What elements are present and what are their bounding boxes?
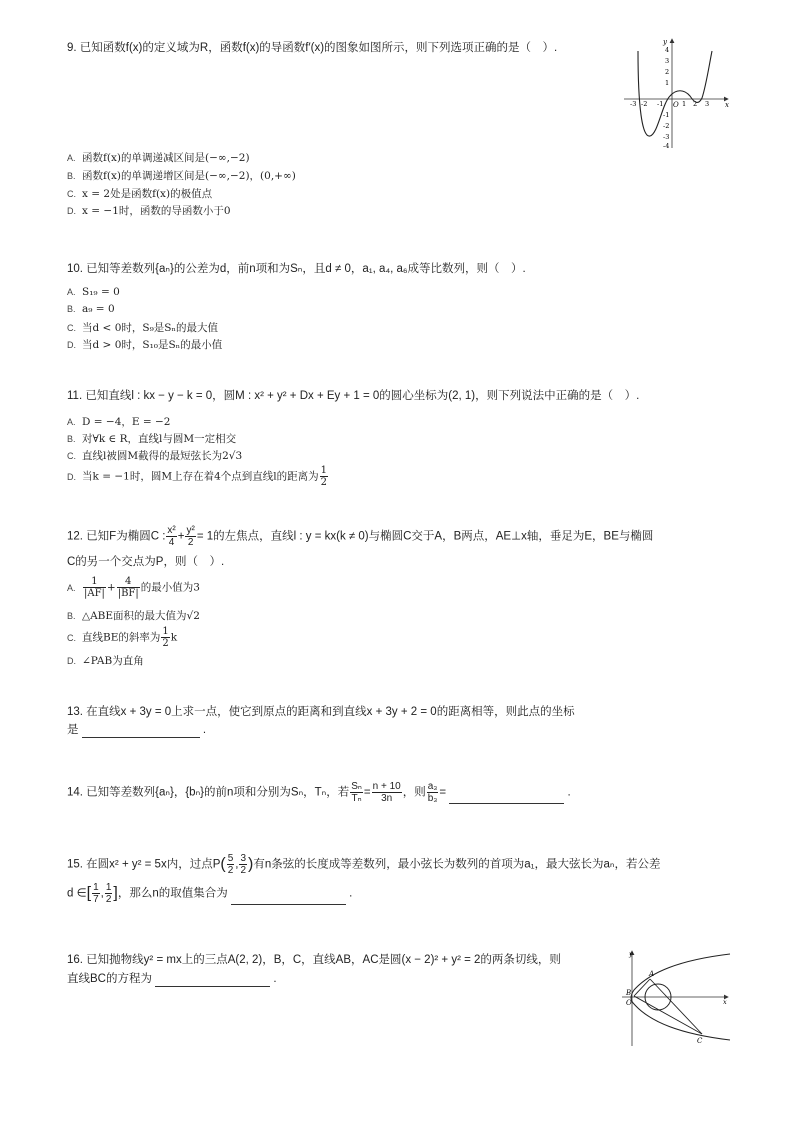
q11-stem: 11. 已知直线l : kx − y − k = 0，圆M : x² + y² + Dx + Ey + 1 = 0的圆心坐标为(2, 1)，则下列说法中正确的是（ ）. [67, 390, 640, 402]
q14-answer-blank[interactable] [449, 787, 564, 804]
q15-stem: 15. 在圆x² + y² = 5x内，过点P( $\frac{5}{2}$ , $\frac{3}{2}$ )有n条弦的长度成等差数列，最小弦长为数列的首项为a₁，最大弦长为aₙ，若公差 [67, 853, 661, 876]
q9-derivative-graph [622, 36, 732, 151]
q16-point-b: B [626, 989, 632, 997]
q16-answer-blank[interactable] [155, 970, 270, 987]
q12-stem-line2: C的另一个交点为P，则（ ）. [67, 556, 225, 568]
q11-option-c[interactable]: C. 直线l被圆M截得的最短弦长为2√3 [67, 450, 243, 462]
q12-option-c[interactable]: C. 直线BE的斜率为 $\frac{1}{2}$ k [67, 626, 178, 649]
q9-y-tick: -1 [663, 111, 670, 119]
q9-option-c[interactable]: C. x = 2处是函数f(x)的极值点 [67, 188, 213, 200]
q11-d-fraction: $\frac{1}{2}$ [320, 465, 327, 488]
q10-option-c[interactable]: C. 当d < 0时，S₉是Sₙ的最大值 [67, 322, 219, 334]
q10-option-a[interactable]: A. S₁₉ = 0 [67, 286, 120, 298]
q16-x-label: x [723, 998, 727, 1006]
q9-y-tick: 3 [665, 57, 670, 65]
q16-parabola-graph [620, 948, 732, 1048]
q9-x-tick: -2 [641, 100, 648, 108]
q12-option-d[interactable]: D. ∠PAB为直角 [67, 655, 144, 667]
q9-option-b[interactable]: B. 函数f(x)的单调递增区间是(−∞,−2)，(0,+∞) [67, 170, 296, 182]
q12-option-a[interactable]: A. $\frac{1}{|AF|}$ + $\frac{4}{|BF|}$ 的最小值为3 [67, 576, 200, 599]
q16-point-c: C [697, 1037, 703, 1045]
q13-stem: 13. 在直线x + 3y = 0上求一点，使它到原点的距离和到直线x + 3y + 2 = 0的距离相等，则此点的坐标 [67, 706, 575, 718]
q9-y-tick: -3 [663, 133, 670, 141]
q16-origin-label: O [626, 999, 632, 1007]
q9-origin-label: O [673, 101, 679, 109]
q9-y-tick: 1 [665, 79, 670, 87]
q9-derivative-curve [638, 51, 712, 136]
q9-x-tick: -1 [657, 100, 664, 108]
q9-x-tick: 1 [682, 100, 687, 108]
q9-y-tick: 2 [665, 68, 670, 76]
q11-option-b[interactable]: B. 对∀k ∈ R，直线l与圆M一定相交 [67, 433, 237, 445]
q9-x-tick: -3 [630, 100, 637, 108]
q9-y-axis-label: y [663, 38, 667, 46]
q9-x-tick: 3 [705, 100, 710, 108]
q12-option-b[interactable]: B. △ABE面积的最大值为√2 [67, 610, 200, 622]
q9-y-tick: -2 [663, 122, 670, 130]
q9-option-a[interactable]: A. 函数f(x)的单调递减区间是(−∞,−2) [67, 152, 250, 164]
q9-y-tick: -4 [663, 142, 670, 150]
q16-stem: 16. 已知抛物线y² = mx上的三点A(2, 2)，B，C，直线AB，AC是圆(x − 2)² + y² = 2的两条切线，则 [67, 954, 561, 966]
q9-option-d[interactable]: D. x = −1时，函数的导函数小于0 [67, 205, 231, 217]
q12-ellipse-y-term: $\frac{\text{y²}}{2}$ [186, 525, 195, 548]
q10-option-d[interactable]: D. 当d > 0时，S₁₀是Sₙ的最小值 [67, 339, 223, 351]
q9-y-tick: 4 [665, 46, 670, 54]
q9-x-axis-label: x [725, 101, 729, 109]
q16-line-bc [634, 996, 702, 1034]
q13-answer-blank[interactable] [82, 721, 200, 738]
q11-option-a[interactable]: A. D = −4，E = −2 [67, 416, 171, 428]
q14-stem: 14. 已知等差数列{aₙ}，{bₙ}的前n项和分别为Sₙ，Tₙ，若 $\frac{\text{Sₙ}}{\text{Tₙ}}$ = $\frac{n + 10}{3n}$ ，则 $\frac{\text{a₃}}{\text{b₃}}$ = . [67, 781, 571, 804]
q13-line2: 是 . [67, 721, 206, 738]
q12-stem: 12. 已知F为椭圆C : $\frac{\text{x²}}{4}$ + $\frac{\text{y²}}{2}$ = 1的左焦点，直线l : y = kx(k ≠ 0)与椭圆C交于A，B两点，AE⊥x轴，垂足为E，BE与椭圆 [67, 525, 654, 548]
q10-stem: 10. 已知等差数列{aₙ}的公差为d，前n项和为Sₙ，且d ≠ 0，a₁, a₄, a₆成等比数列，则（ ）. [67, 263, 526, 275]
q9-stem: 9. 已知函数f(x)的定义域为R，函数f(x)的导函数f′(x)的图象如图所示，则下列选项正确的是（ ）. [67, 42, 558, 54]
q16-tangent-ac [650, 979, 702, 1034]
q10-option-b[interactable]: B. a₉ = 0 [67, 303, 115, 315]
q15-line2: d ∈[ $\frac{1}{7}$ , $\frac{1}{2}$ ]，那么n的取值集合为 . [67, 882, 353, 905]
q12-ellipse-x-term: $\frac{\text{x²}}{4}$ [167, 525, 176, 548]
q16-point-a: A [649, 970, 655, 978]
q9-x-tick: 2 [693, 100, 698, 108]
q16-y-label: y [629, 950, 633, 958]
q15-answer-blank[interactable] [231, 888, 346, 905]
q11-option-d[interactable]: D. 当k = −1时，圆M上存在着4个点到直线l的距离为 $\frac{1}{2}$ [67, 465, 327, 488]
q16-line2: 直线BC的方程为 . [67, 970, 277, 987]
